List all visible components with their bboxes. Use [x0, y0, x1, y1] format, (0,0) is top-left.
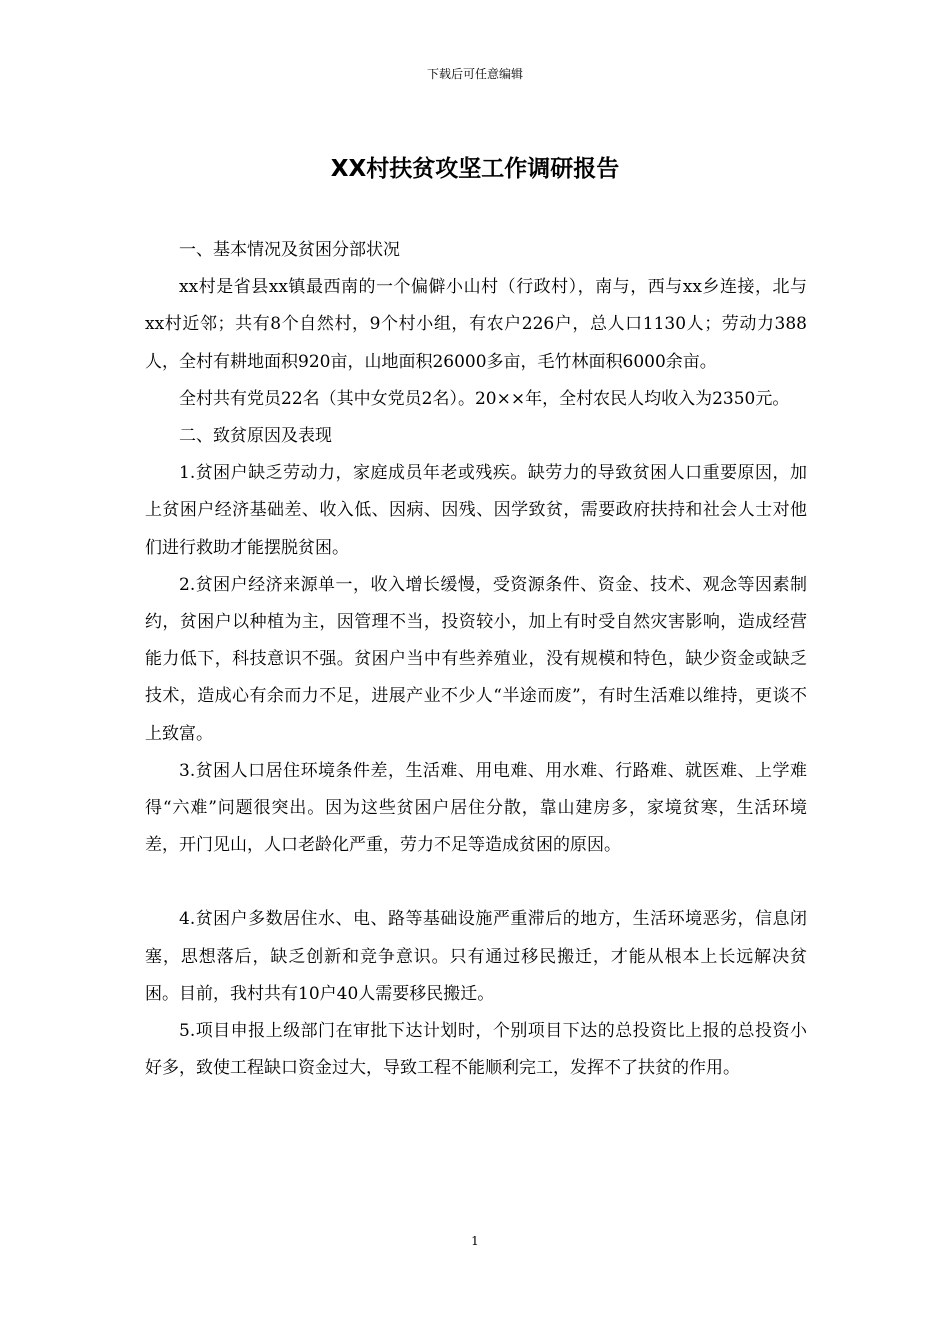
- paragraph-cause-1: 1.贫困户缺乏劳动力，家庭成员年老或残疾。缺劳力的导致贫困人口重要原因，加上贫困户经济基础差、收入低、因病、因残、因学致贫，需要政府扶持和社会人士对他们进行救助才能摆脱贫困。: [145, 463, 807, 558]
- section-heading-basic-situation: 一、基本情况及贫困分部状况: [179, 240, 400, 260]
- section-heading-poverty-causes: 二、致贫原因及表现: [179, 426, 332, 447]
- paragraph-cause-4: 4.贫困户多数居住水、电、路等基础设施严重滞后的地方，生活环境恶劣，信息闭塞，思想落后，缺乏创新和竞争意识。只有通过移民搬迁，才能从根本上长远解决贫困。目前，我村共有10户40人需要移民搬迁。: [145, 909, 807, 1004]
- paragraph-village-overview: xx村是省县xx镇最西南的一个偏僻小山村（行政村），南与，西与xx乡连接，北与xx村近邻；共有8个自然村，9个村小组，有农户226户，总人口1130人；劳动力388人，全村有耕地面积920亩，山地面积26000多亩，毛竹林面积6000余亩。: [145, 277, 807, 372]
- document-body: [145, 232, 807, 1087]
- paragraph-cause-3: 3.贫困人口居住环境条件差，生活难、用电难、用水难、行路难、就医难、上学难得“六难”问题很突出。因为这些贫困户居住分散，靠山建房多，家境贫寒，生活环境差，开门见山，人口老龄化严重，劳力不足等造成贫困的原因。: [145, 760, 807, 856]
- paragraph-party-members-income: 全村共有党员22名（其中女党员2名）。20××年，全村农民人均收入为2350元。: [179, 388, 790, 409]
- paragraph-cause-5: 5.项目申报上级部门在审批下达计划时，个别项目下达的总投资比上报的总投资小好多，致使工程缺口资金过大，导致工程不能顺利完工，发挥不了扶贫的作用。: [145, 1021, 807, 1079]
- document-title: XX村扶贫攻坚工作调研报告: [330, 156, 620, 182]
- paragraph-cause-2: 2.贫困户经济来源单一，收入增长缓慢，受资源条件、资金、技术、观念等因素制约，贫困户以种植为主，因管理不当，投资较小，加上有时受自然灾害影响，造成经营能力低下，科技意识不强。贫困户当中有些养殖业，没有规模和特色，缺少资金或缺乏技术，造成心有余而力不足，进展产业不少人“半途而废”，有时生活难以维持，更谈不上致富。: [145, 574, 807, 744]
- page-number: 1: [471, 1234, 479, 1248]
- page-header-note: 下载后可任意编辑: [426, 67, 523, 81]
